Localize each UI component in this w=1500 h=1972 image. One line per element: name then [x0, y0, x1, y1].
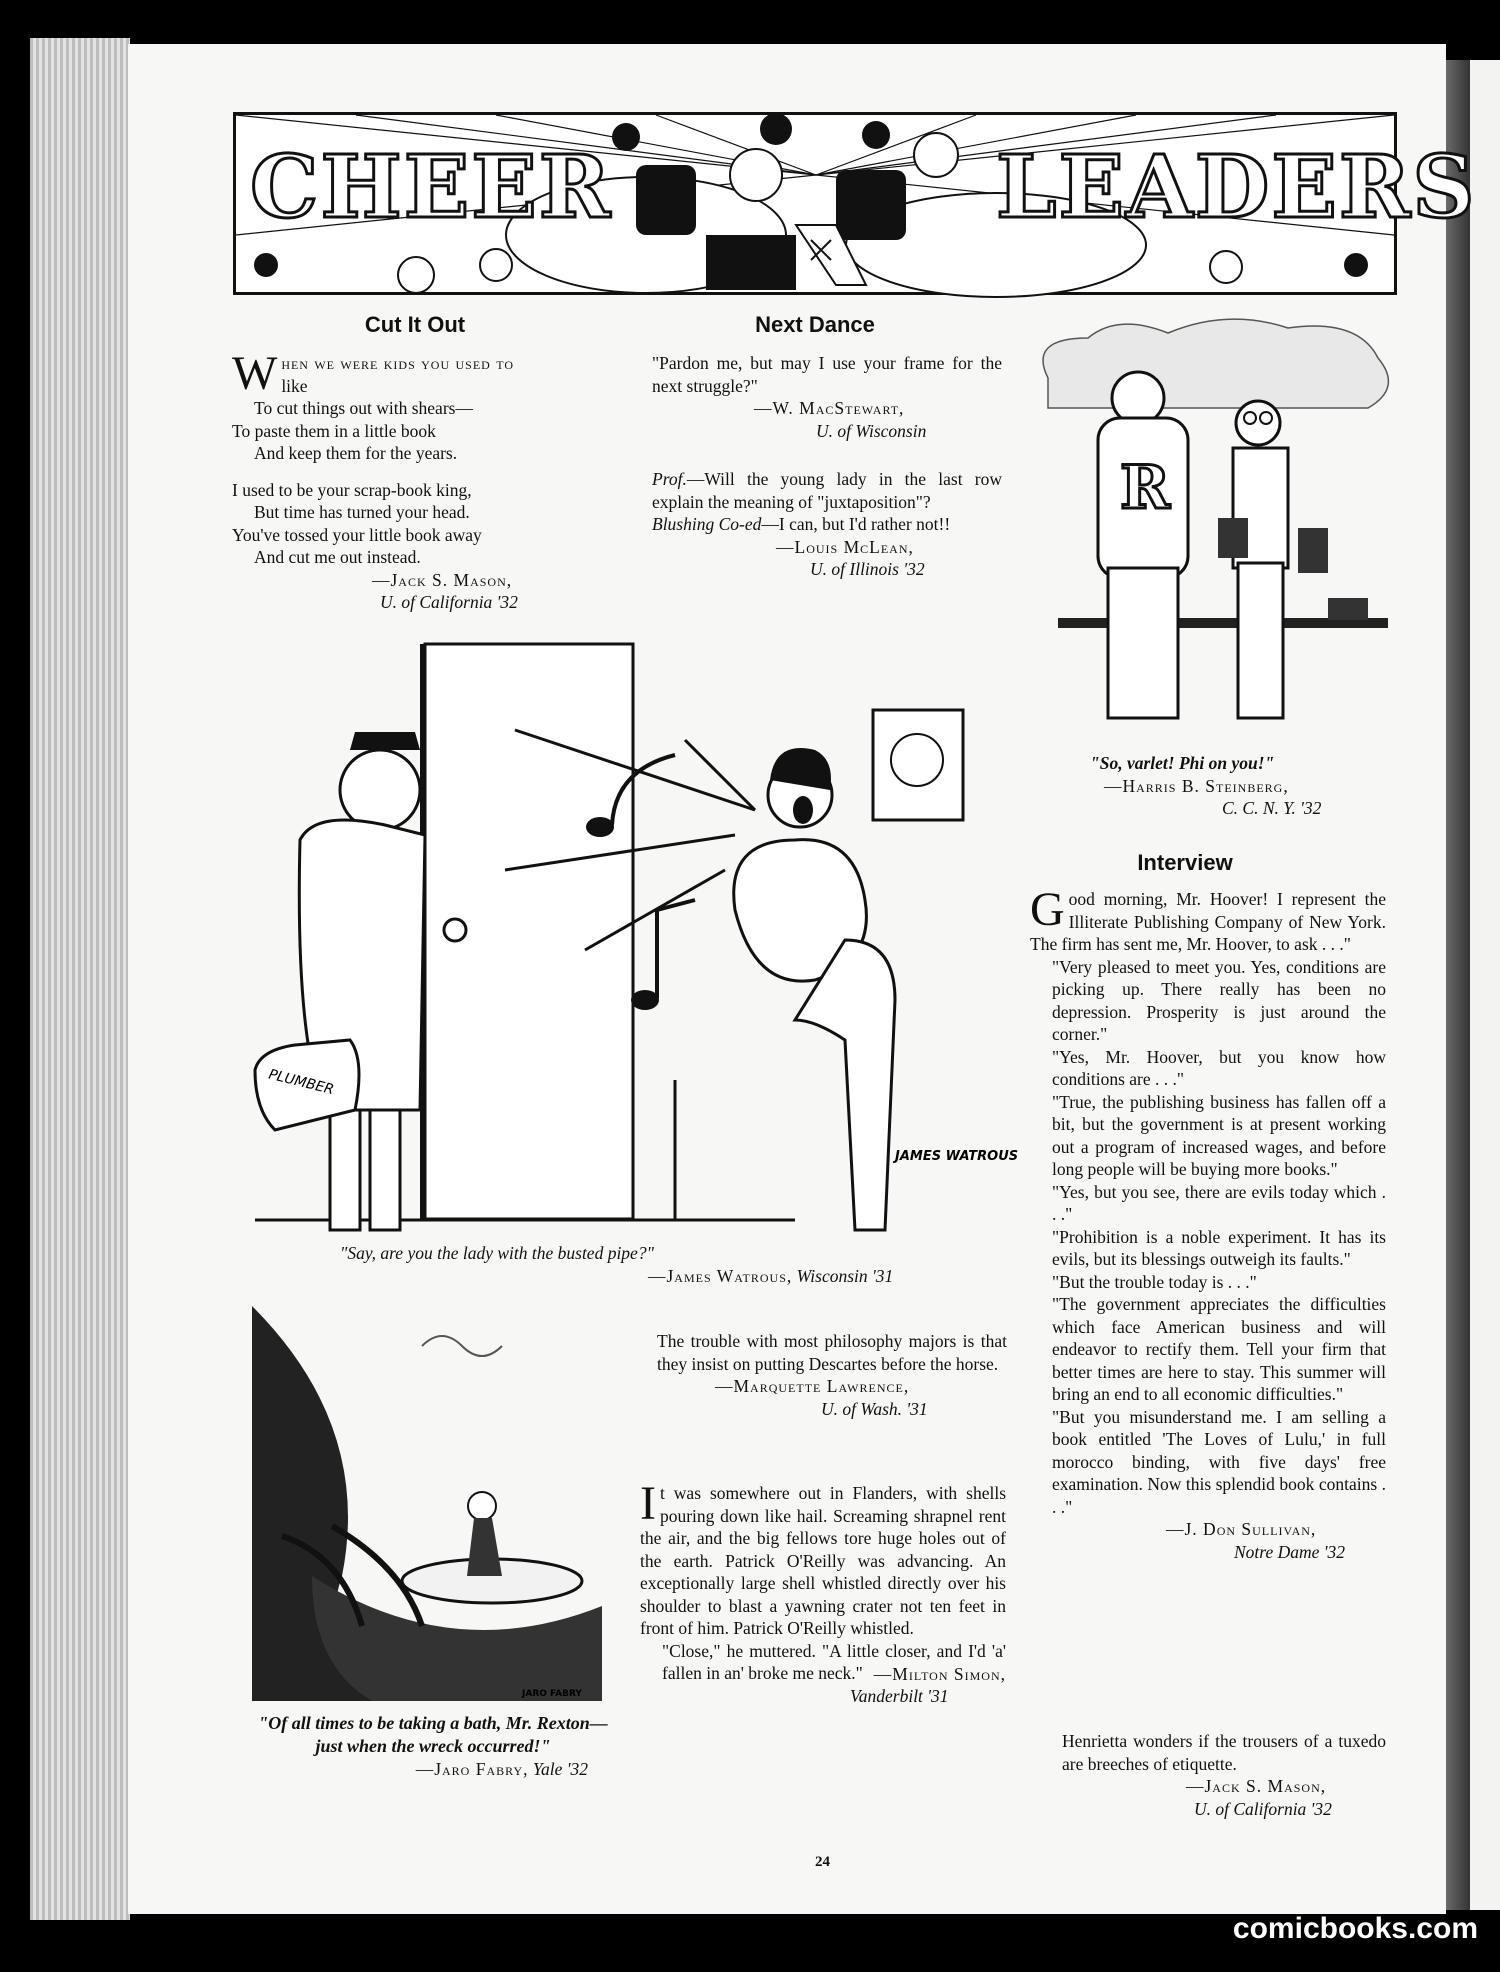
dropcap: G: [1030, 883, 1065, 936]
author-credit: —James Watrous,: [648, 1265, 793, 1286]
page-number: 24: [815, 1854, 830, 1870]
plumber-bag-label: PLUMBER: [266, 1066, 336, 1099]
site-watermark: comicbooks.com: [1232, 1912, 1478, 1945]
school-credit: C. C. N. Y. '32: [1222, 798, 1322, 818]
cut-it-out-poem: [232, 347, 602, 614]
author-credit: —Milton Simon,: [873, 1663, 1006, 1684]
author-credit: —Louis McLean,: [776, 536, 914, 557]
speaker-label: Blushing Co-ed: [652, 514, 762, 534]
flanders-story: [640, 1477, 1006, 1708]
school-credit: U. of Wash. '31: [821, 1398, 928, 1419]
interview-paragraph: "The government appreciates the difficulties which face American business and will endeavor to rectify them. Tell your firm that better times are here to stay. This summer will bring an end to all economic difficulties.": [1052, 1294, 1386, 1404]
story-paragraph: t was somewhere out in Flanders, with shells pouring down like hail. Screaming shrapnel rent the air, and the big fellows tore huge holes out of the earth. Patrick O'Reilly was advancing. An exceptionally large shell whistled directly over his shoulder to blast a yawning crater not ten feet in front of him. Patrick O'Reilly whistled.: [640, 1483, 1006, 1638]
joke-text: The trouble with most philosophy majors is that they insist on putting Descartes before the horse.: [657, 1331, 1007, 1374]
school-credit: Yale '32: [532, 1759, 588, 1779]
joke-text: —I can, but I'd rather not!!: [761, 514, 951, 534]
author-credit: —W. MacStewart,: [754, 398, 905, 418]
interview-paragraph: ood morning, Mr. Hoover! I represent the Illiterate Publishing Company of New York. The firm has sent me, Mr. Hoover, to ask . . .": [1030, 889, 1386, 954]
interview-paragraph: "Yes, but you see, there are evils today which . . .": [1052, 1181, 1386, 1224]
school-credit: U. of California '32: [380, 592, 518, 612]
plumber-caption-block: [340, 1242, 990, 1287]
poem-line: I used to be your scrap-book king,: [232, 479, 472, 500]
poem-line: To paste them in a little book: [232, 420, 436, 441]
interview-paragraph: "But the trouble today is . . .": [1052, 1271, 1257, 1292]
author-credit: —Harris B. Steinberg,: [1104, 775, 1289, 796]
banner-title-left: CHEER: [250, 137, 613, 238]
story-paragraph: "Close," he muttered. "A little closer, and I'd 'a' fallen in an' broke me neck.": [662, 1640, 1006, 1683]
joke-text: "Pardon me, but may I use your frame for the next struggle?": [652, 353, 1002, 396]
dropcap: I: [640, 1477, 656, 1530]
cheer-leaders-banner: [233, 112, 1477, 295]
next-dance-heading: Next Dance: [755, 312, 875, 337]
book-page-edges: [30, 38, 130, 1920]
author-credit: —Jack S. Mason,: [372, 569, 513, 590]
wreck-caption-block: [258, 1712, 608, 1781]
school-credit: U. of California '32: [1194, 1798, 1332, 1819]
school-credit: U. of Wisconsin: [816, 420, 927, 441]
page-gutter-shadow: [1446, 60, 1470, 1910]
author-credit: —Jack S. Mason,: [1186, 1776, 1327, 1796]
banner-title-right: LEADERS: [996, 137, 1477, 238]
poem-line: You've tossed your little book away: [232, 524, 482, 545]
interview-article: [1030, 883, 1386, 1563]
poem-line: like: [281, 375, 308, 396]
dropcap: W: [232, 347, 278, 400]
football-caption-block: [1090, 752, 1390, 820]
joke-text: Henrietta wonders if the trousers of a tuxedo are breeches of etiquette.: [1062, 1731, 1386, 1774]
speaker-label: Prof.: [652, 469, 687, 489]
poem-line: But time has turned your head.: [254, 502, 470, 522]
school-credit: Notre Dame '32: [1234, 1541, 1345, 1562]
henrietta-joke: [1040, 1730, 1386, 1820]
prof-joke: [630, 468, 1002, 581]
author-credit: —J. Don Sullivan,: [1166, 1519, 1317, 1539]
shipwreck-bath-cartoon: [252, 1306, 610, 1706]
poem-line: And cut me out instead.: [254, 547, 421, 567]
poem-line: And keep them for the years.: [254, 443, 458, 463]
artist-signature: JARO FABRY: [522, 1689, 582, 1699]
interview-paragraph: "True, the publishing business has fallen off a bit, but the government is at present working out a program of increased wages, and before long people will be buying more books.": [1052, 1091, 1386, 1179]
poem-line: To cut things out with shears—: [254, 398, 473, 418]
svg-text:R: R: [1120, 453, 1170, 523]
joke-text: —Will the young lady in the last row explain the meaning of "juxtaposition"?: [652, 469, 1002, 512]
school-credit: Wisconsin '31: [796, 1265, 894, 1286]
school-credit: Vanderbilt '31: [850, 1686, 949, 1706]
philosophy-joke: [635, 1330, 1007, 1420]
plumber-singer-cartoon: [255, 640, 1019, 1260]
cartoon-caption: "So, varlet! Phi on you!": [1090, 753, 1275, 773]
cartoon-caption: "Say, are you the lady with the busted pipe?": [340, 1243, 654, 1263]
next-dance-joke: [630, 352, 1002, 442]
cartoon-caption: "Of all times to be taking a bath, Mr. Rexton—just when the wreck occurred!": [258, 1713, 608, 1756]
interview-paragraph: "Prohibition is a noble experiment. It has its evils, but its blessings outweigh its faults.": [1052, 1226, 1386, 1269]
author-credit: —Marquette Lawrence,: [715, 1376, 910, 1396]
school-credit: U. of Illinois '32: [810, 559, 925, 579]
interview-paragraph: "Very pleased to meet you. Yes, conditions are picking up. There really has been no depression. Prosperity is just around the corner.": [1052, 956, 1386, 1044]
poem-line: hen we were kids you used to: [281, 353, 514, 373]
football-player-cartoon: [1028, 318, 1398, 748]
interview-heading: Interview: [1137, 850, 1233, 875]
adjacent-page-strip: [1470, 60, 1500, 1910]
interview-paragraph: "Yes, Mr. Hoover, but you know how conditions are . . .": [1052, 1046, 1386, 1089]
author-credit: —Jaro Fabry,: [415, 1759, 529, 1779]
interview-paragraph: "But you misunderstand me. I am selling a book entitled 'The Loves of Lulu,' in full morocco binding, with five days' free examination. Now this splendid book contains . . .": [1052, 1406, 1386, 1517]
cut-it-out-heading: Cut It Out: [364, 312, 466, 337]
artist-signature: JAMES WATROUS: [895, 1149, 1019, 1164]
